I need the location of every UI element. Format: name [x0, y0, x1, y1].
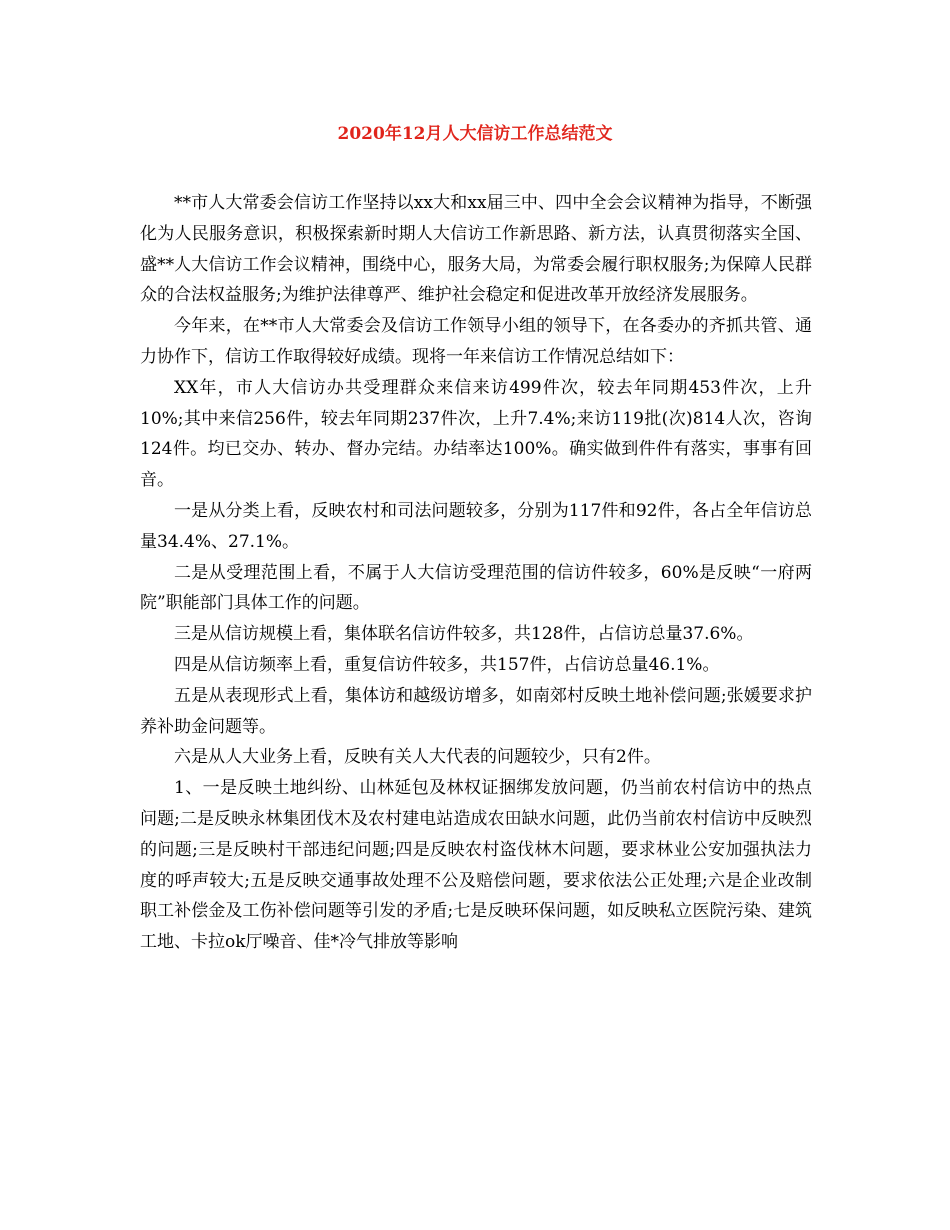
document-title: 2020年12月人大信访工作总结范文 — [337, 124, 613, 144]
paragraph-issues: 1、一是反映土地纠纷、山林延包及林权证捆绑发放问题，仍当前农村信访中的热点问题;二是反映永林集团伐木及农村建电站造成农田缺水问题，此仍当前农村信访中反映烈的问题;三是反映村干部违纪问题;四是反映农村盗伐林木问题，要求林业公安加强执法力度的呼声较大;五是反映交通事故处理不公及赔偿问题，要求依法公正处理;六是企业改制职工补偿金及工伤补偿问题等引发的矛盾;七是反映环保问题，如反映私立医院污染、建筑工地、卡拉ok厅噪音、佳*冷气排放等影响 — [140, 778, 812, 953]
paragraph-overview: 今年来，在**市人大常委会及信访工作领导小组的领导下，在各委办的齐抓共管、通力协作下，信访工作取得较好成绩。现将一年来信访工作情况总结如下： — [140, 316, 812, 367]
paragraph-point-4: 四是从信访频率上看，重复信访件较多，共157件，占信访总量46.1%。 — [174, 654, 720, 675]
paragraph-point-1: 一是从分类上看，反映农村和司法问题较多，分别为117件和92件，各占全年信访总量34.4%、27.1%。 — [140, 500, 812, 552]
paragraph-point-3: 三是从信访规模上看，集体联名信访件较多，共128件，占信访总量37.6%。 — [174, 624, 754, 645]
document-body — [140, 188, 812, 958]
paragraph-statistics: XX年，市人大信访办共受理群众来信来访499件次，较去年同期453件次，上升10%;其中来信256件，较去年同期237件次，上升7.4%;来访119批(次)814人次，咨询124件。均已交办、转办、督办完结。办结率达100%。确实做到件件有落实，事事有回音。 — [140, 377, 812, 491]
paragraph-intro: **市人大常委会信访工作坚持以xx大和xx届三中、四中全会会议精神为指导，不断强化为人民服务意识，积极探索新时期人大信访工作新思路、新方法，认真贯彻落实全国、盛**人大信访工作会议精神，围绕中心，服务大局，为常委会履行职权服务;为保障人民群众的合法权益服务;为维护法律尊严、维护社会稳定和促进改革开放经济发展服务。 — [140, 193, 812, 306]
paragraph-point-6: 六是从人大业务上看，反映有关人大代表的问题较少，只有2件。 — [174, 747, 661, 768]
paragraph-point-2: 二是从受理范围上看，不属于人大信访受理范围的信访件较多，60%是反映“一府两院”职能部门具体工作的问题。 — [140, 562, 812, 614]
paragraph-point-5: 五是从表现形式上看，集体访和越级访增多，如南郊村反映土地补偿问题;张媛要求护养补助金问题等。 — [140, 685, 812, 737]
